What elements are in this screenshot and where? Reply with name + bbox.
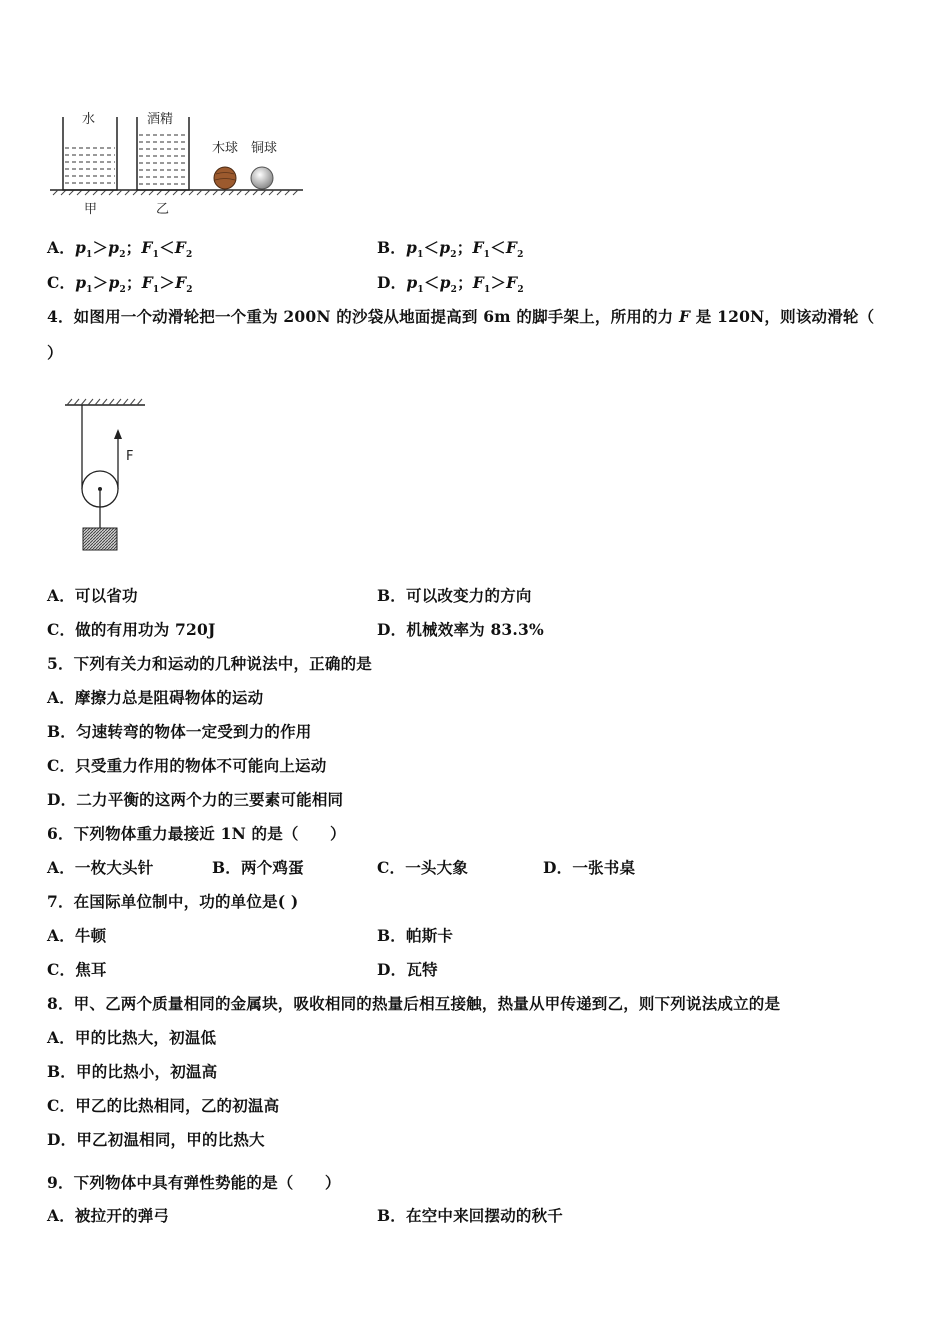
- copper-ball: [251, 167, 273, 189]
- q6-option-b[interactable]: B．两个鸡蛋: [212, 858, 304, 877]
- q3-option-d[interactable]: D．$p_1<p_2$；$F_1>F_2$: [377, 273, 524, 296]
- q9-stem: 9．下列物体中具有弹性势能的是（ ）: [47, 1173, 341, 1192]
- q4-stem-cont: ）: [47, 343, 63, 362]
- q8-option-c[interactable]: C．甲乙的比热相同，乙的初温高: [47, 1096, 280, 1115]
- containers-figure: [45, 105, 310, 220]
- container-jia: [63, 117, 117, 190]
- force-label: F: [126, 449, 134, 464]
- label-water: 水: [82, 112, 96, 127]
- q4-option-a[interactable]: A．可以省功: [47, 586, 138, 605]
- container-yi: [137, 117, 189, 190]
- wood-ball: [214, 167, 236, 189]
- q5-option-b[interactable]: B．匀速转弯的物体一定受到力的作用: [47, 722, 312, 741]
- q7-option-c[interactable]: C．焦耳: [47, 960, 107, 979]
- sandbag: [83, 528, 117, 550]
- label-jia: 甲: [84, 202, 98, 217]
- q7-option-b[interactable]: B．帕斯卡: [377, 926, 454, 945]
- q3-option-b[interactable]: B．$p_1<p_2$；$F_1<F_2$: [377, 238, 524, 261]
- label-yi: 乙: [156, 202, 170, 217]
- q7-stem: 7．在国际单位制中，功的单位是( ): [47, 892, 299, 911]
- q8-option-d[interactable]: D．甲乙初温相同，甲的比热大: [47, 1130, 265, 1149]
- q7-option-d[interactable]: D．瓦特: [377, 960, 438, 979]
- q6-option-c[interactable]: C．一头大象: [377, 858, 469, 877]
- q8-option-a[interactable]: A．甲的比热大，初温低: [47, 1028, 217, 1047]
- q8-option-b[interactable]: B．甲的比热小，初温高: [47, 1062, 218, 1081]
- q4-option-c[interactable]: C．做的有用功为 720J: [47, 620, 216, 639]
- q3-option-c[interactable]: C．$p_1>p_2$；$F_1>F_2$: [47, 273, 193, 296]
- q9-option-b[interactable]: B．在空中来回摆动的秋千: [377, 1206, 564, 1225]
- pulley-figure: [60, 393, 155, 558]
- q6-stem: 6．下列物体重力最接近 1N 的是（ ）: [47, 824, 346, 843]
- q9-option-a[interactable]: A．被拉开的弹弓: [47, 1206, 170, 1225]
- q7-option-a[interactable]: A．牛顿: [47, 926, 107, 945]
- force-arrow-icon: [114, 429, 122, 439]
- q4-option-d[interactable]: D．机械效率为 83.3%: [377, 620, 544, 639]
- q5-option-d[interactable]: D．二力平衡的这两个力的三要素可能相同: [47, 790, 344, 809]
- q4-option-b[interactable]: B．可以改变力的方向: [377, 586, 532, 605]
- q4-stem: 4．如图用一个动滑轮把一个重为 200N 的沙袋从地面提高到 6m 的脚手架上，所用的力 F 是 120N，则该动滑轮（: [47, 307, 875, 326]
- q5-stem: 5．下列有关力和运动的几种说法中，正确的是: [47, 654, 372, 673]
- label-alcohol: 酒精: [147, 112, 174, 127]
- q8-stem: 8．甲、乙两个质量相同的金属块，吸收相同的热量后相互接触，热量从甲传递到乙，则下列说法成立的是: [47, 994, 781, 1013]
- q6-option-a[interactable]: A．一枚大头针: [47, 858, 154, 877]
- q6-option-d[interactable]: D．一张书桌: [543, 858, 636, 877]
- q3-option-a[interactable]: A．$p_1>p_2$；$F_1<F_2$: [47, 238, 193, 261]
- label-copper-ball: 铜球: [251, 141, 278, 156]
- q5-option-a[interactable]: A．摩擦力总是阻碍物体的运动: [47, 688, 264, 707]
- q5-option-c[interactable]: C．只受重力作用的物体不可能向上运动: [47, 756, 327, 775]
- label-wood-ball: 木球: [212, 141, 239, 156]
